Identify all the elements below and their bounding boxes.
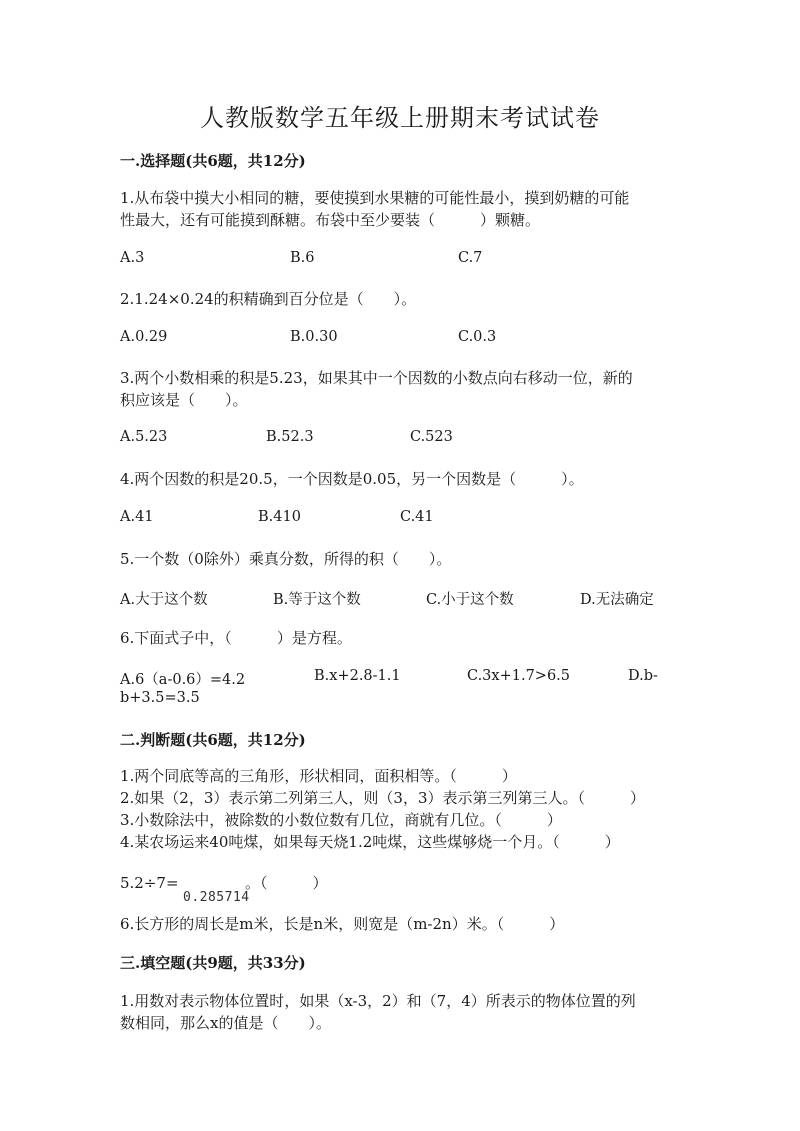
section-heading-fill: 三.填空题(共9题，共33分) bbox=[120, 954, 306, 972]
option-c: C.7 bbox=[458, 250, 483, 266]
option-a: A.3 bbox=[120, 250, 145, 266]
option-d-continued: b+3.5=3.5 bbox=[120, 690, 200, 706]
option-b: B.等于这个数 bbox=[273, 592, 361, 608]
question-text: 1.从布袋中摸大小相同的糖，要使摸到水果糖的可能性最小，摸到奶糖的可能 bbox=[120, 189, 630, 207]
page-title: 人教版数学五年级上册期末考试试卷 bbox=[200, 104, 600, 132]
question-text: 5.一个数（0除外）乘真分数，所得的积（ ）。 bbox=[120, 550, 452, 568]
option-a: A.5.23 bbox=[120, 429, 168, 445]
option-b: B.52.3 bbox=[266, 429, 314, 445]
option-a: A.0.29 bbox=[120, 329, 168, 345]
judgement-item-prefix: 5.2÷7= bbox=[120, 874, 179, 892]
question-text: 6.下面式子中，（ ）是方程。 bbox=[120, 629, 352, 647]
question-text: 积应该是（ ）。 bbox=[120, 391, 248, 409]
judgement-item: 4.某农场运来40吨煤，如果每天烧1.2吨煤，这些煤够烧一个月。（ ） bbox=[120, 833, 620, 851]
question-text: 3.两个小数相乘的积是5.23，如果其中一个因数的小数点向右移动一位，新的 bbox=[120, 369, 633, 387]
question-text: 数相同，那么x的值是（ ）。 bbox=[120, 1014, 331, 1032]
judgement-item: 1.两个同底等高的三角形，形状相同，面积相等。（ ） bbox=[120, 767, 517, 785]
option-c: C.41 bbox=[400, 509, 434, 525]
option-c: C.0.3 bbox=[458, 329, 497, 345]
judgement-item: 2.如果（2，3）表示第二列第三人，则（3，3）表示第三列第三人。（ ） bbox=[120, 789, 645, 807]
option-b: B.0.30 bbox=[290, 329, 338, 345]
option-c: C.小于这个数 bbox=[426, 592, 514, 608]
repeating-decimal: 0.285714 bbox=[183, 890, 250, 905]
option-a: A.41 bbox=[120, 509, 154, 525]
option-a: A.6（a-0.6）=4.2 bbox=[120, 672, 246, 688]
judgement-item-suffix: 。（ ） bbox=[245, 874, 328, 892]
option-c: C.3x+1.7>6.5 bbox=[467, 668, 571, 684]
question-text: 2.1.24×0.24的积精确到百分位是（ ）。 bbox=[120, 290, 417, 308]
option-b: B.x+2.8-1.1 bbox=[314, 668, 401, 684]
option-b: B.410 bbox=[258, 509, 301, 525]
option-a: A.大于这个数 bbox=[120, 592, 208, 608]
section-heading-choice: 一.选择题(共6题，共12分) bbox=[120, 152, 306, 170]
judgement-item: 6.长方形的周长是m米，长是n米，则宽是（m-2n）米。（ ） bbox=[120, 915, 565, 933]
question-text: 性最大，还有可能摸到酥糖。布袋中至少要装（ ）颗糖。 bbox=[120, 211, 541, 229]
question-text: 4.两个因数的积是20.5，一个因数是0.05，另一个因数是（ ）。 bbox=[120, 470, 584, 488]
option-d: D.无法确定 bbox=[580, 592, 654, 608]
option-d: D.b- bbox=[628, 668, 658, 684]
option-c: C.523 bbox=[410, 429, 453, 445]
section-heading-judgement: 二.判断题(共6题，共12分) bbox=[120, 731, 306, 749]
judgement-item: 3.小数除法中，被除数的小数位数有几位，商就有几位。（ ） bbox=[120, 811, 562, 829]
question-text: 1.用数对表示物体位置时，如果（x-3，2）和（7，4）所表示的物体位置的列 bbox=[120, 992, 636, 1010]
option-b: B.6 bbox=[290, 250, 315, 266]
